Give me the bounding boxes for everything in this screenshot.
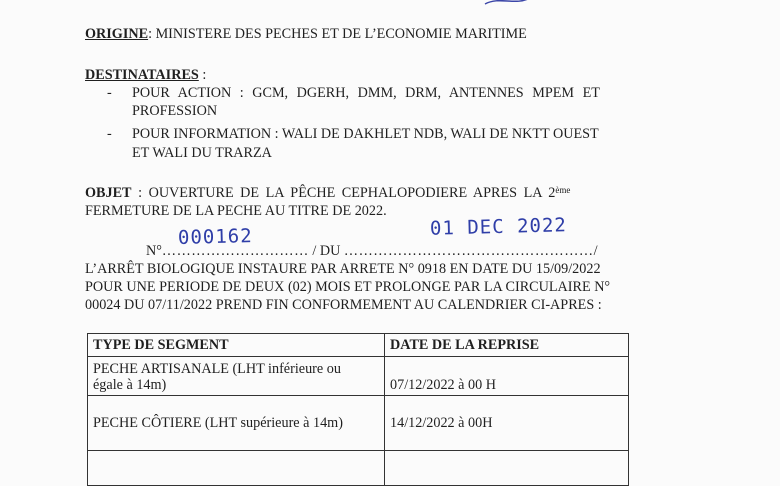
destinataires-label: DESTINATAIRES [85,67,199,83]
destinataire-bullet-1: - [107,85,112,101]
origine-line [85,26,527,42]
signature-mark [480,0,560,8]
origine-label: ORIGINE [85,26,149,42]
objet-line-1: OBJET : OUVERTURE DE LA PÊCHE CEPHALOPODIERE APRES LA 2ème [85,185,571,201]
destinataires-heading: DESTINATAIRES : [85,67,207,83]
body-line-3: 00024 DU 07/11/2022 PREND FIN CONFORMEMENT AU CALENDRIER CI-APRES : [85,297,602,313]
cell-segment: PECHE ARTISANALE (LHT inférieure ou égale à 14m) [88,357,385,396]
table-row-partial [88,451,629,486]
body-line-2: POUR UNE PERIODE DE DEUX (02) MOIS ET PROLONGE PAR LA CIRCULAIRE N° [85,279,611,295]
stamp-date: 01 DEC 2022 [429,214,568,240]
destinataire-item-1-line-2: PROFESSION [132,103,218,119]
table-row [88,396,629,451]
destinataire-bullet-2: - [107,126,112,142]
reference-line: N°………………………… / DU ……………………………………………/ [146,243,598,259]
origine-value: : MINISTERE DES PECHES ET DE L’ECONOMIE MARITIME [148,26,527,42]
destinataire-item-2-line-2: ET WALI DU TRARZA [132,145,272,161]
stamp-number: 000162 [177,225,253,249]
destinataire-item-2-line-1: POUR INFORMATION : WALI DE DAKHLET NDB, WALI DE NKTT OUEST [132,126,599,142]
objet-line-2: FERMETURE DE LA PECHE AU TITRE DE 2022. [85,203,387,219]
header-date: DATE DE LA REPRISE [385,334,629,357]
cell-date: 14/12/2022 à 00H [385,396,629,451]
header-segment: TYPE DE SEGMENT [88,334,385,357]
destinataire-item-1-line-1: POUR ACTION : GCM, DGERH, DMM, DRM, ANTENNES MPEM ET [132,85,600,101]
cell-date: 07/12/2022 à 00 H [385,357,629,396]
cell-segment: PECHE CÔTIERE (LHT supérieure à 14m) [88,396,385,451]
table-header-row [88,334,629,357]
reprise-table [87,333,629,486]
objet-label: OBJET [85,185,132,201]
table-row [88,357,629,396]
body-line-1: L’ARRÊT BIOLOGIQUE INSTAURE PAR ARRETE N° 0918 EN DATE DU 15/09/2022 [85,261,601,277]
